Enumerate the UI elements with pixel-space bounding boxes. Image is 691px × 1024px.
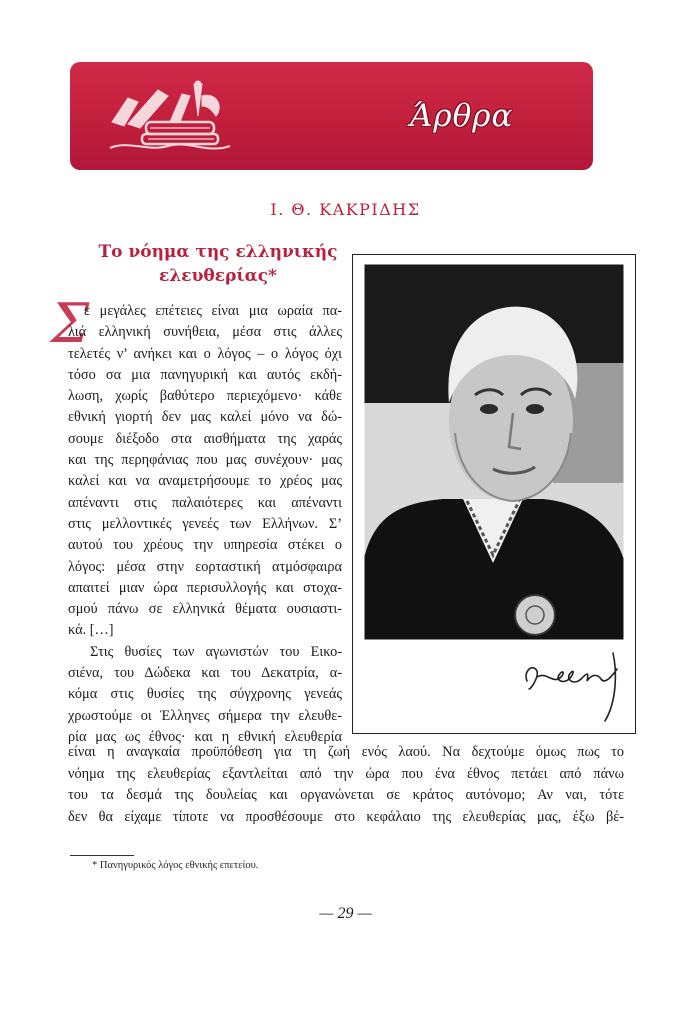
section-banner: [70, 62, 593, 170]
text-line: στις μελλοντικές γενεές των Ελλήνων. Σ’: [68, 515, 342, 532]
text-line: απέναντι στις παλαιότερες και απέναντι: [68, 494, 342, 511]
text-line: του τα δεσμά της δουλείας και οργανώνεται σε κράτος αυτόνομο; Αν ναι, τότε: [68, 787, 624, 804]
text-line: χρωστούμε οι Έλληνες σήμερα την ελευθε-: [68, 707, 342, 724]
text-line: κόμα στις θυσίες της σύγχρονης γενεάς: [68, 686, 342, 703]
text-line: Στις θυσίες των αγωνιστών του Εικο-: [90, 643, 342, 660]
text-line: απαιτεί μιαν ώρα περισυλλογής και στοχα-: [68, 579, 342, 596]
article-title: [90, 240, 346, 288]
text-line: εθνική γιορτή δεν μας καλεί μόνο να δώ-: [68, 409, 342, 426]
text-line: καλεί και να αναμετρήσουμε το χρέος μας: [68, 473, 342, 490]
text-line: είναι η αναγκαία προϋπόθεση για τη ζωή ενός λαού. Να δεχτούμε όμως πως το: [68, 744, 624, 760]
text-line: και της περηφάνιας που μας συνέχουν· μας: [68, 452, 342, 469]
author-name: Ι. Θ. ΚΑΚΡΙΔΗΣ: [270, 200, 421, 219]
books-emblem-icon: [98, 76, 248, 158]
column-text: [68, 301, 342, 748]
banner-title: Άρθρα: [410, 98, 514, 134]
text-line: αυτού του χρέους την υπηρεσία στέκει ο: [68, 537, 342, 554]
footnote: * Πανηγυρικός λόγος εθνικής επετείου.: [92, 860, 259, 871]
text-line: σμού πάνω σε ελληνικά θέματα ουσιαστι-: [68, 601, 342, 618]
page-number: — 29 —: [319, 905, 372, 922]
portrait-photo: [363, 263, 625, 641]
full-width-text: [68, 742, 624, 828]
text-line: νόημα της ελευθερίας εξαντλείται από την ώρα που ένα έθνος πετάει από πάνω: [68, 765, 624, 782]
drop-cap: Σ: [51, 292, 90, 355]
article-title-line: ελευθερίας*: [159, 266, 277, 286]
text-line: κά. […]: [68, 622, 114, 639]
footnote-divider: [70, 855, 134, 856]
author-signature-icon: [513, 641, 633, 727]
text-line: σιένα, του Δώδεκα και του Δεκατρία, α-: [68, 665, 342, 682]
text-line: λιά ελληνική συνήθεια, μέσα στις άλλες: [68, 324, 342, 341]
text-line: ρία μας ως έθνος· και η εθνική ελευθερία: [68, 728, 342, 745]
text-line: λόγος: μέσα στην εορταστική ατμόσφαιρα: [68, 558, 342, 575]
text-line: σουμε διέξοδο στα αισθήματα της χαράς: [68, 430, 342, 447]
text-line: λωση, χωρίς βαθύτερο περιεχόμενο· κάθε: [68, 388, 342, 405]
portrait-frame: [352, 254, 636, 734]
text-line: δεν θα είχαμε τίποτε να προσθέσουμε στο κεφάλαιο της ελευθερίας μας, έξω βέ-: [68, 808, 624, 825]
text-line: τόσο σα μια πανηγυρική και αυτός εκδή-: [68, 366, 342, 383]
text-line: ε μεγάλες επέτειες είναι μια ωραία πα-: [84, 303, 342, 319]
article-title-line: Το νόημα της ελληνικής: [98, 242, 338, 262]
text-line: τελετές ν’ ανήκει και ο λόγος – ο λόγος όχι: [68, 345, 342, 362]
